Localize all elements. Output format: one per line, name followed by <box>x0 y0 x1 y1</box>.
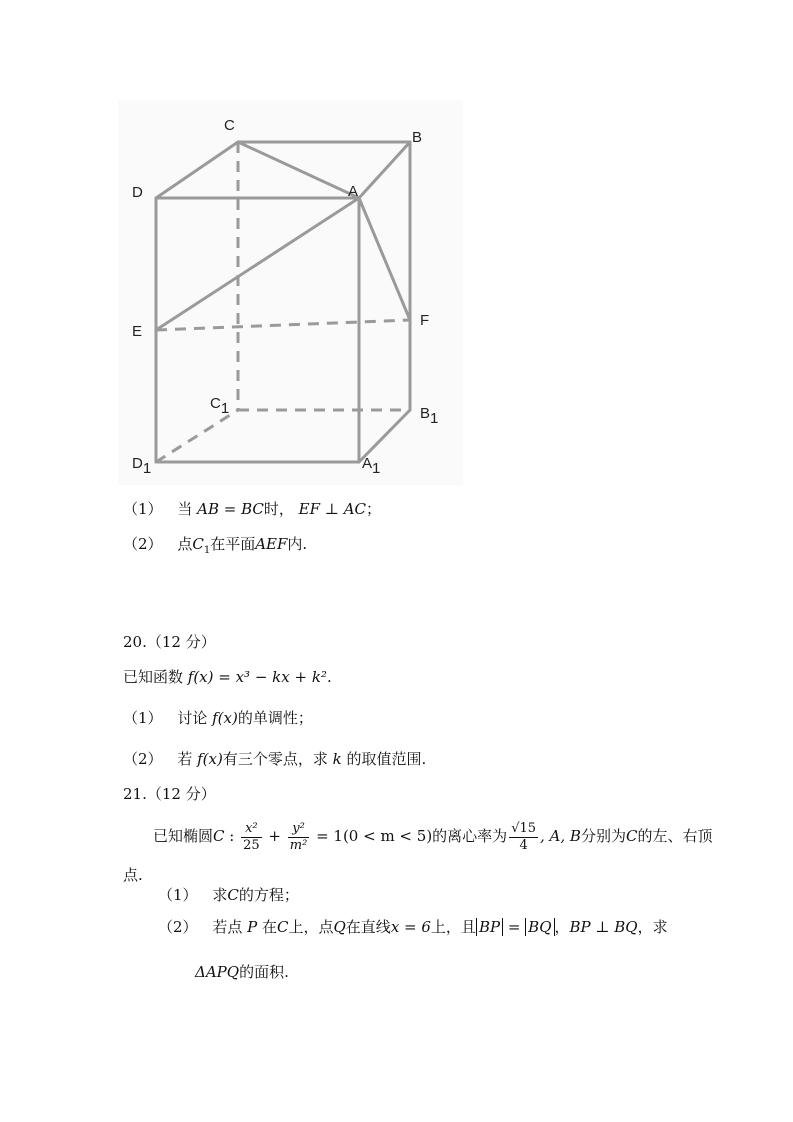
q20-header: 20.（12 分） <box>123 633 216 651</box>
label-E: E <box>132 323 143 340</box>
label-B: B <box>412 129 423 146</box>
label-C1: C1 <box>210 395 230 417</box>
q21-part2: （2） 若点 P 在C上，点Q在直线x = 6上，且 BP = BQ ，BP ⊥ BQ，求 <box>158 918 668 936</box>
q20-part2: （2） 若 f(x)有三个零点，求 k 的取值范围. <box>123 750 427 768</box>
part-number: （2） <box>123 535 163 553</box>
label-F: F <box>420 312 430 329</box>
q19-part1: （1） 当 AB = BC时， EF ⊥ AC； <box>123 500 382 518</box>
part-number: （1） <box>123 500 163 518</box>
label-D: D <box>132 184 143 201</box>
label-C: C <box>224 117 235 134</box>
part-number: （2） <box>123 750 163 768</box>
prism-diagram <box>118 100 463 485</box>
label-A: A <box>348 183 359 200</box>
q21-header: 21.（12 分） <box>123 785 216 803</box>
q21-part1: （1） 求C的方程； <box>158 886 299 904</box>
function-expression: f(x) = x³ − kx + k² <box>187 668 327 686</box>
part-number: （2） <box>158 918 198 936</box>
q20-stem: 已知函数 f(x) = x³ − kx + k². <box>123 668 332 686</box>
q21-part2-cont: ΔAPQ的面积. <box>195 963 289 981</box>
eccentricity-fraction: $\frac{√15}{4}$ <box>511 820 537 853</box>
q20-part1: （1） 讨论 f(x)的单调性； <box>123 709 313 727</box>
fraction-y: $\frac{\text{y²}}{\text{m²}}$ <box>289 820 308 853</box>
q21-stem-cont: 点. <box>123 866 143 884</box>
label-B1: B1 <box>420 405 439 427</box>
q19-part2: （2） 点$C_1$在平面AEF内. <box>123 535 308 556</box>
q21-stem: 已知椭圆C : $\frac{\text{x²}}{25}$ + $\frac{\text{y²}}{\text{m²}}$ = 1(0 < m < 5)的离心率为 $\frac{√15}{4}$ , A, B分别为C的左、右顶 <box>153 820 713 853</box>
fraction-x: $\frac{\text{x²}}{25}$ <box>243 820 260 853</box>
part-number: （1） <box>158 886 198 904</box>
label-A1: A1 <box>362 455 381 477</box>
prism-figure <box>118 100 463 485</box>
part-number: （1） <box>123 709 163 727</box>
label-D1: D1 <box>132 455 152 477</box>
